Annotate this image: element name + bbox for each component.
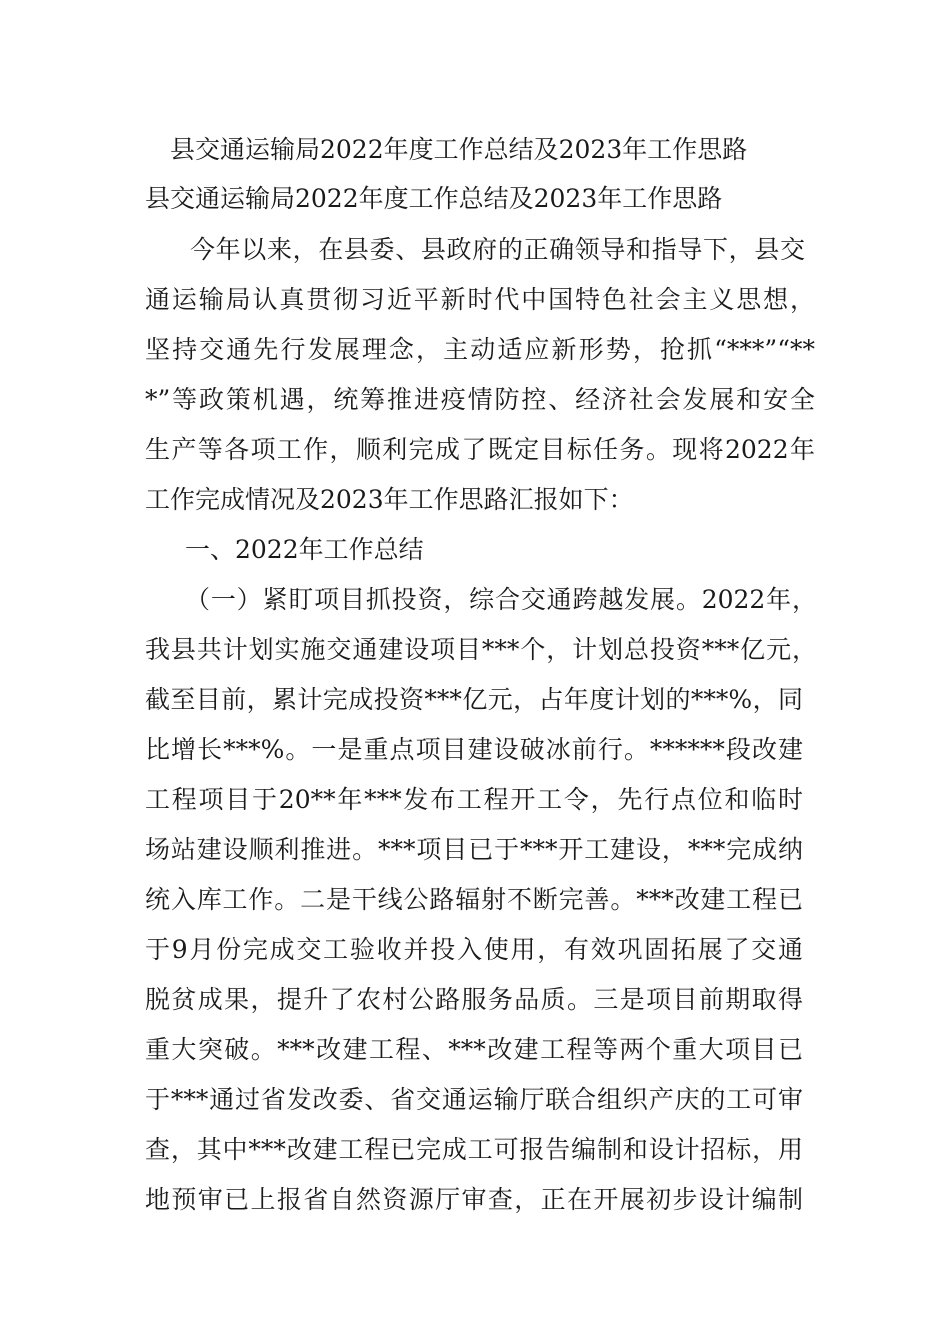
paragraph-line: 今年以来，在县委、县政府的正确领导和指导下，县交 (190, 235, 805, 264)
paragraph-line: （一）紧盯项目抓投资，综合交通跨越发展。2022年， (185, 585, 817, 614)
paragraph-line: 我县共计划实施交通建设项目***个，计划总投资***亿元， (145, 635, 817, 664)
paragraph-line: *”等政策机遇，统筹推进疫情防控、经济社会发展和安全 (145, 385, 815, 414)
paragraph-line: 重大突破。***改建工程、***改建工程等两个重大项目已 (145, 1035, 803, 1064)
paragraph-line: 脱贫成果，提升了农村公路服务品质。三是项目前期取得 (145, 985, 803, 1014)
paragraph-line: 生产等各项工作，顺利完成了既定目标任务。现将2022年 (145, 435, 815, 464)
section-heading: 一、2022年工作总结 (185, 535, 424, 564)
document-title: 县交通运输局2022年度工作总结及2023年工作思路 (170, 135, 748, 164)
paragraph-line: 场站建设顺利推进。***项目已于***开工建设，***完成纳 (145, 835, 803, 864)
paragraph-line: 工作完成情况及2023年工作思路汇报如下： (145, 485, 634, 514)
paragraph-line: 于9月份完成交工验收并投入使用，有效巩固拓展了交通 (145, 935, 803, 964)
paragraph-line: 于***通过省发改委、省交通运输厅联合组织产庆的工可审 (145, 1085, 803, 1114)
paragraph-line: 通运输局认真贯彻习近平新时代中国特色社会主义思想， (145, 285, 815, 314)
paragraph-line: 坚持交通先行发展理念，主动适应新形势，抢抓“***”“** (145, 335, 815, 364)
paragraph-line: 比增长***%。一是重点项目建设破冰前行。******段改建 (145, 735, 803, 764)
paragraph-line: 统入库工作。二是干线公路辐射不断完善。***改建工程已 (145, 885, 803, 914)
paragraph-line: 查，其中***改建工程已完成工可报告编制和设计招标，用 (145, 1135, 803, 1164)
paragraph-line: 工程项目于20**年***发布工程开工令，先行点位和临时 (145, 785, 803, 814)
paragraph-line: 截至目前，累计完成投资***亿元，占年度计划的***%，同 (145, 685, 803, 714)
paragraph-line: 地预审已上报省自然资源厅审查，正在开展初步设计编制 (145, 1185, 803, 1214)
document-subtitle: 县交通运输局2022年度工作总结及2023年工作思路 (145, 184, 723, 213)
